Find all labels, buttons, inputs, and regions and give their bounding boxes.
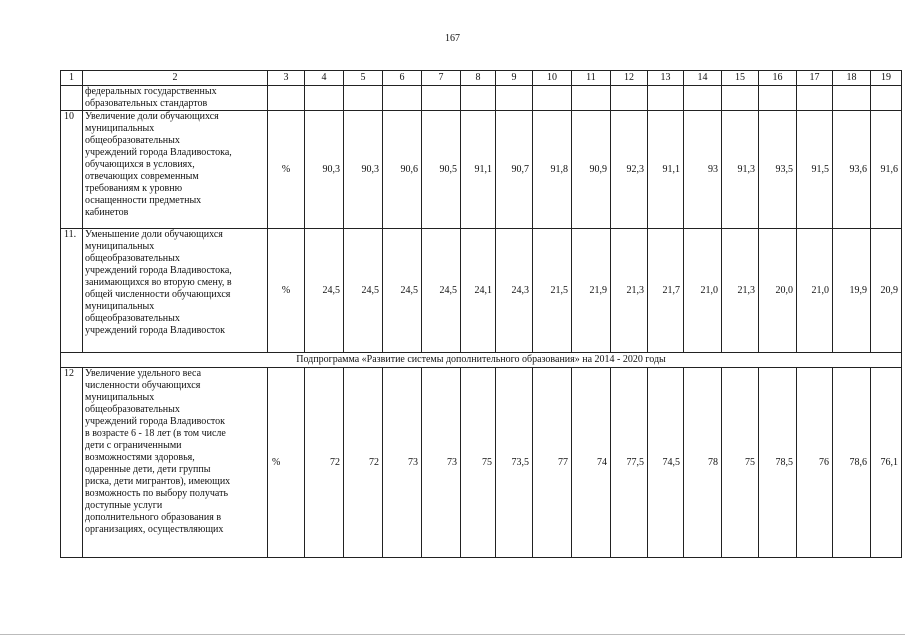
value-cell: 78 bbox=[684, 368, 722, 558]
header-cell: 11 bbox=[572, 71, 611, 86]
value-cell: 72 bbox=[344, 368, 383, 558]
value-cell: 73 bbox=[383, 368, 422, 558]
value-cell: 19,9 bbox=[833, 229, 871, 353]
indicator-text: Увеличение доли обучающихся муниципальных общеобразовательных учреждений города Владивостока, обучающихся в условиях, отвечающих современным требованиям к уровню оснащенности предметных кабинетов bbox=[83, 111, 268, 229]
value-cell: 24,1 bbox=[461, 229, 496, 353]
value-cell bbox=[422, 86, 461, 111]
indicator-text: Увеличение удельного веса численности обучающихся муниципальных общеобразовательных учреждений города Владивосток в возрасте 6 - 18 лет (в том числе дети с ограниченными возможностями здоровья, одаренные дети, дети группы риска, дети мигрантов), имеющих возможность по выбору получать доступные услуги дополнительного образования в организациях, осуществляющих bbox=[83, 368, 268, 558]
value-cell: 74,5 bbox=[648, 368, 684, 558]
value-cell: 92,3 bbox=[611, 111, 648, 229]
table-row bbox=[61, 86, 902, 111]
header-cell: 9 bbox=[496, 71, 533, 86]
value-cell bbox=[722, 86, 759, 111]
header-cell: 14 bbox=[684, 71, 722, 86]
table-row bbox=[61, 229, 902, 353]
header-cell: 15 bbox=[722, 71, 759, 86]
table-row bbox=[61, 368, 902, 558]
value-cell: 91,6 bbox=[871, 111, 902, 229]
header-cell: 13 bbox=[648, 71, 684, 86]
value-cell: 24,5 bbox=[305, 229, 344, 353]
value-cell: 21,5 bbox=[533, 229, 572, 353]
unit-cell: % bbox=[268, 368, 305, 558]
value-cell: 21,7 bbox=[648, 229, 684, 353]
row-number: 12 bbox=[61, 368, 83, 558]
header-cell: 12 bbox=[611, 71, 648, 86]
scan-edge-line bbox=[0, 634, 905, 635]
value-cell: 91,3 bbox=[722, 111, 759, 229]
value-cell bbox=[759, 86, 797, 111]
value-cell: 24,5 bbox=[383, 229, 422, 353]
header-cell: 1 bbox=[61, 71, 83, 86]
value-cell: 76 bbox=[797, 368, 833, 558]
page-number: 167 bbox=[445, 33, 460, 44]
value-cell bbox=[833, 86, 871, 111]
header-cell: 19 bbox=[871, 71, 902, 86]
value-cell: 90,6 bbox=[383, 111, 422, 229]
header-cell: 3 bbox=[268, 71, 305, 86]
value-cell: 24,3 bbox=[496, 229, 533, 353]
value-cell: 93,5 bbox=[759, 111, 797, 229]
row-number: 10 bbox=[61, 111, 83, 229]
value-cell bbox=[533, 86, 572, 111]
value-cell: 21,3 bbox=[611, 229, 648, 353]
value-cell bbox=[344, 86, 383, 111]
value-cell bbox=[684, 86, 722, 111]
value-cell: 21,9 bbox=[572, 229, 611, 353]
subprogram-title: Подпрограмма «Развитие системы дополнительного образования» на 2014 - 2020 годы bbox=[61, 353, 902, 368]
value-cell: 21,0 bbox=[684, 229, 722, 353]
value-cell: 91,8 bbox=[533, 111, 572, 229]
value-cell bbox=[611, 86, 648, 111]
indicator-text: Уменьшение доли обучающихся муниципальных общеобразовательных учреждений города Владивостока, занимающихся во вторую смену, в общей численности обучающихся муниципальных общеобразовательных учреждений города Владивосток bbox=[83, 229, 268, 353]
header-cell: 4 bbox=[305, 71, 344, 86]
value-cell: 91,1 bbox=[648, 111, 684, 229]
header-cell: 8 bbox=[461, 71, 496, 86]
unit-cell: % bbox=[268, 111, 305, 229]
value-cell: 74 bbox=[572, 368, 611, 558]
value-cell: 72 bbox=[305, 368, 344, 558]
value-cell bbox=[797, 86, 833, 111]
unit-cell bbox=[268, 86, 305, 111]
header-cell: 6 bbox=[383, 71, 422, 86]
value-cell: 75 bbox=[461, 368, 496, 558]
header-cell: 7 bbox=[422, 71, 461, 86]
header-cell: 16 bbox=[759, 71, 797, 86]
value-cell: 78,6 bbox=[833, 368, 871, 558]
indicators-table bbox=[60, 70, 902, 558]
value-cell: 91,5 bbox=[797, 111, 833, 229]
value-cell bbox=[461, 86, 496, 111]
row-number: 11. bbox=[61, 229, 83, 353]
value-cell: 76,1 bbox=[871, 368, 902, 558]
value-cell: 73,5 bbox=[496, 368, 533, 558]
header-cell: 17 bbox=[797, 71, 833, 86]
header-cell: 10 bbox=[533, 71, 572, 86]
value-cell: 90,3 bbox=[305, 111, 344, 229]
subprogram-row bbox=[61, 353, 902, 368]
value-cell: 21,0 bbox=[797, 229, 833, 353]
row-number bbox=[61, 86, 83, 111]
value-cell: 20,9 bbox=[871, 229, 902, 353]
value-cell: 90,3 bbox=[344, 111, 383, 229]
indicator-text: федеральных государственных образовательных стандартов bbox=[83, 86, 268, 111]
table-row bbox=[61, 111, 902, 229]
value-cell: 93 bbox=[684, 111, 722, 229]
value-cell bbox=[648, 86, 684, 111]
value-cell: 73 bbox=[422, 368, 461, 558]
value-cell: 90,9 bbox=[572, 111, 611, 229]
value-cell: 24,5 bbox=[344, 229, 383, 353]
header-row bbox=[61, 71, 902, 86]
value-cell bbox=[383, 86, 422, 111]
value-cell bbox=[871, 86, 902, 111]
unit-cell: % bbox=[268, 229, 305, 353]
value-cell: 93,6 bbox=[833, 111, 871, 229]
value-cell: 91,1 bbox=[461, 111, 496, 229]
value-cell: 78,5 bbox=[759, 368, 797, 558]
value-cell bbox=[305, 86, 344, 111]
value-cell: 90,7 bbox=[496, 111, 533, 229]
value-cell: 24,5 bbox=[422, 229, 461, 353]
value-cell: 77,5 bbox=[611, 368, 648, 558]
header-cell: 2 bbox=[83, 71, 268, 86]
value-cell bbox=[572, 86, 611, 111]
value-cell: 21,3 bbox=[722, 229, 759, 353]
value-cell: 90,5 bbox=[422, 111, 461, 229]
header-cell: 5 bbox=[344, 71, 383, 86]
value-cell bbox=[496, 86, 533, 111]
header-cell: 18 bbox=[833, 71, 871, 86]
value-cell: 20,0 bbox=[759, 229, 797, 353]
value-cell: 75 bbox=[722, 368, 759, 558]
value-cell: 77 bbox=[533, 368, 572, 558]
